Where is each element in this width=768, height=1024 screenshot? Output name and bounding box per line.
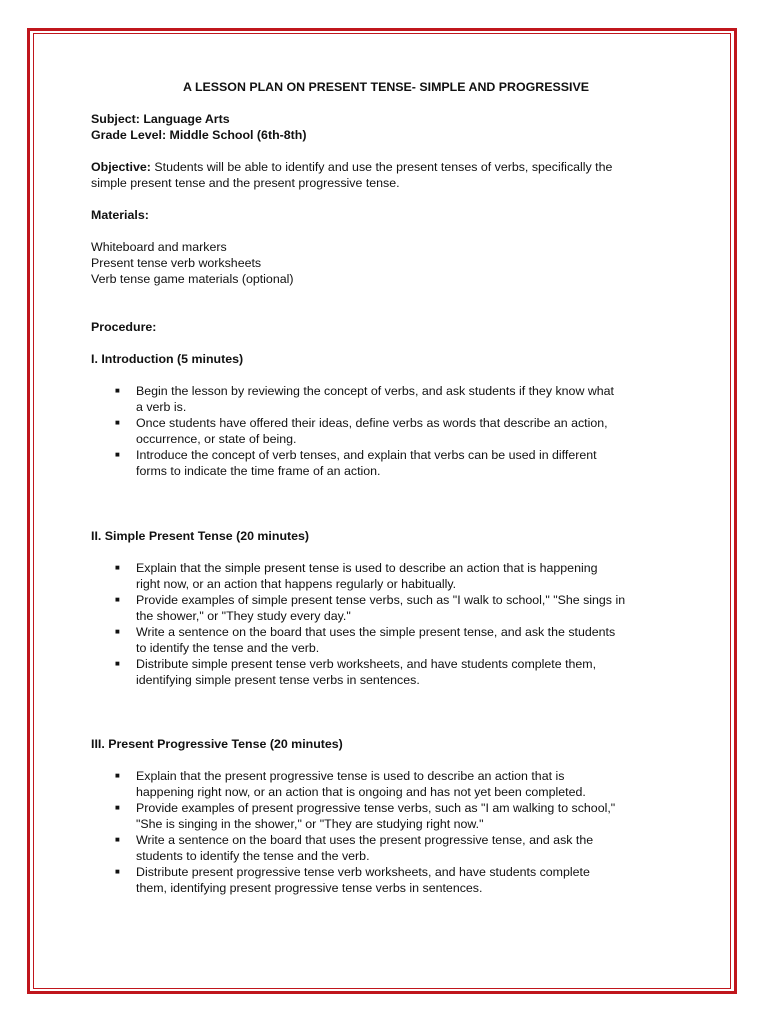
materials-item: Verb tense game materials (optional) [91, 272, 294, 286]
list-item: ■ Write a sentence on the board that uses the simple present tense, and ask the students to identify the tense and the verb. [115, 625, 616, 655]
list-item: ■ Once students have offered their ideas, define verbs as words that describe an action, occurrence, or state of being. [115, 416, 608, 446]
list-item: ■ Explain that the simple present tense is used to describe an action that is happening right now, or an action that happens regularly or habitually. [115, 561, 598, 591]
list-item: ■ Write a sentence on the board that uses the present progressive tense, and ask the students to identify the tense and the verb. [115, 833, 594, 863]
materials-list [91, 239, 294, 287]
bullet-square-icon: ■ [115, 563, 120, 572]
objective-label: Objective: [91, 160, 151, 174]
document-title: A LESSON PLAN ON PRESENT TENSE- SIMPLE AND PROGRESSIVE [183, 80, 589, 94]
list-item: ■ Provide examples of present progressive tense verbs, such as "I am walking to school," "She is singing in the shower," or "They are studying right now." [115, 801, 616, 831]
subject-line: Subject: Language Arts [91, 112, 230, 126]
bullet-square-icon: ■ [115, 803, 120, 812]
materials-item: Present tense verb worksheets [91, 256, 262, 270]
objective-paragraph [91, 159, 612, 191]
introduction-bullet-list [91, 383, 681, 479]
objective-text-line-2: simple present tense and the present progressive tense. [91, 176, 400, 190]
bullet-square-icon: ■ [115, 771, 120, 780]
objective-text-line-1: Students will be able to identify and use the present tenses of verbs, specifically the [150, 160, 613, 174]
list-item: ■ Begin the lesson by reviewing the concept of verbs, and ask students if they know what a verb is. [115, 384, 615, 414]
bullet-square-icon: ■ [115, 867, 120, 876]
bullet-square-icon: ■ [115, 450, 120, 459]
list-item: ■ Distribute present progressive tense verb worksheets, and have students complete them, identifying present progressive tense verbs in sentences. [115, 865, 590, 895]
list-item: ■ Distribute simple present tense verb worksheets, and have students complete them, identifying simple present tense verbs in sentences. [115, 657, 597, 687]
list-item: ■ Provide examples of simple present tense verbs, such as "I walk to school," "She sings in the shower," or "They study every day." [115, 593, 626, 623]
procedure-heading: Procedure: [91, 320, 157, 334]
bullet-square-icon: ■ [115, 418, 120, 427]
bullet-square-icon: ■ [115, 627, 120, 636]
simple-present-bullet-list [91, 560, 681, 688]
bullet-square-icon: ■ [115, 835, 120, 844]
materials-item: Whiteboard and markers [91, 240, 227, 254]
section-heading-present-progressive: III. Present Progressive Tense (20 minutes) [91, 737, 343, 751]
materials-heading: Materials: [91, 208, 149, 222]
section-heading-introduction: I. Introduction (5 minutes) [91, 352, 244, 366]
section-heading-simple-present: II. Simple Present Tense (20 minutes) [91, 529, 310, 543]
grade-level-line: Grade Level: Middle School (6th-8th) [91, 128, 307, 142]
list-item: ■ Introduce the concept of verb tenses, and explain that verbs can be used in different forms to indicate the time frame of an action. [115, 448, 597, 478]
bullet-square-icon: ■ [115, 659, 120, 668]
list-item: ■ Explain that the present progressive tense is used to describe an action that is happening right now, or an action that is ongoing and has not yet been completed. [115, 769, 586, 799]
bullet-square-icon: ■ [115, 595, 120, 604]
bullet-square-icon: ■ [115, 386, 120, 395]
present-progressive-bullet-list [91, 768, 681, 896]
